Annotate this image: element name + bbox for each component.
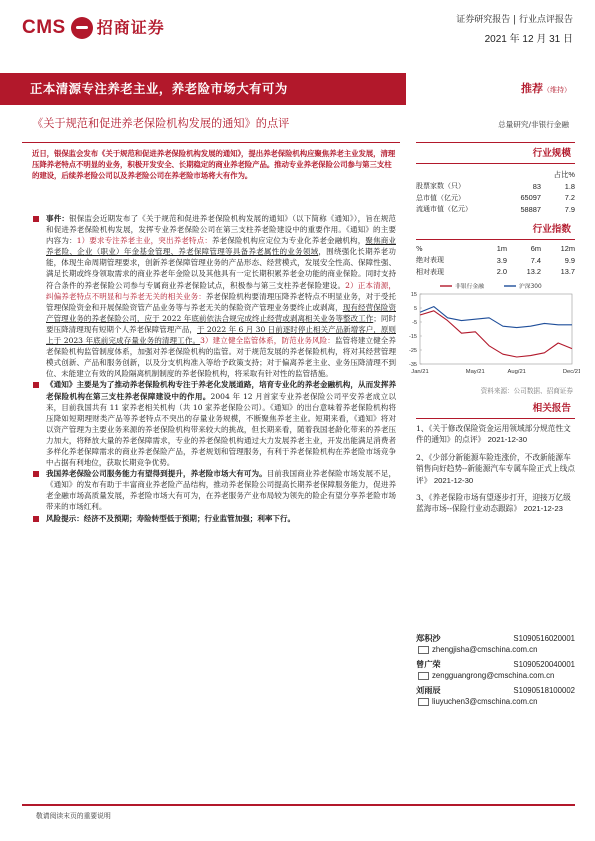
paragraph-lead: 风险提示：	[46, 513, 84, 523]
paragraph-text: 银保监会近期发布了《关于规范和促进养老保险机构发展的通知》（以下简称《通知》），旨在规范和促进养老保险机构发展，发挥专业养老保险公司在第三支柱养老险建设中的重要作用。《通知》的主要内容为：	[46, 214, 396, 246]
related-heading	[416, 401, 575, 419]
scale-value: 83	[532, 181, 541, 191]
table-row	[416, 266, 575, 278]
analyst-row	[416, 632, 575, 644]
analyst-email-text: zengguangrong@cmschina.com.cn	[432, 671, 555, 680]
analyst-email[interactable]	[416, 696, 575, 708]
paragraph-text: ，围绕强化长期养老功能，体现生命周期管理要求，创新养老保障管理业务的产品形态、经营模式，发展安全性高、保障性强、满足长期或终身领取需求的商业养老年金险以及其他具有一定长期积累养老金功能的商业保险。同时支持符合条件的养老保险公司参与专属商业养老保险试点，积极参与第三支柱养老保险建设。	[46, 247, 396, 290]
table-row	[416, 192, 575, 204]
analyst-category: 总量研究/非银行金融	[498, 120, 569, 129]
paragraph-text: 经济不及预期；寿险转型低于预期；行业监管加强；利率下行。	[83, 513, 296, 523]
scale-label: 总市值（亿元）	[416, 193, 465, 202]
paragraph-event	[32, 213, 396, 379]
logo-badge-icon	[71, 17, 93, 39]
index-value: 3.9	[496, 255, 507, 265]
y-tick-label: 15	[410, 292, 417, 298]
y-tick-label: -15	[409, 334, 417, 340]
related-date: 2021-12-23	[523, 504, 563, 514]
analyst-email[interactable]	[416, 644, 575, 656]
paragraph-text: 2004 年 12 月首家专业养老保险公司平安养老成立以来，目前我国共有 11 家养老相关机构（共 10 家养老保险公司）。《通知》的出台意味着养老保险机构将压降如短期理财类产品等养老特点不突出的存量业务规模，不断聚焦养老主业。短期来看，《通知》将对以资产管理为主要业务来源的养老保险机构带来较大的挑战，但长期来看，随着我国老龄化带来的养老压力加大，将释放大量的养老保障需求，专业的养老保险机构通过大力发展养老主业，开发出能满足消费者多样化养老保障需求的商业养老保险产品，养老规划和管理服务，有利于养老保险机构在养老险市场竞争中占据有利地位，获取长期竞争优势。	[46, 391, 396, 468]
related-reports	[416, 423, 575, 521]
legend-label: 非银行金融	[455, 284, 484, 290]
related-heading-text: 相关报告	[532, 403, 571, 414]
paragraph-text: 养老保险机构要清理压降养老特点不明显业务，对于受托管理保险资金和开展保险资管产品业务等与养老无关的保险资产管理业务要终止或剥离，	[46, 291, 396, 312]
analyst-id: S1090518100002	[513, 686, 575, 695]
series-line	[420, 311, 572, 357]
chart-source: 资料来源：公司数据、招商证券	[480, 387, 573, 395]
related-date: 2021-12-30	[433, 475, 474, 485]
scale-heading	[416, 146, 575, 164]
index-header-row	[416, 243, 575, 255]
index-table	[416, 243, 575, 278]
analyst-name: 郑积沙	[416, 633, 441, 643]
paragraph-lead: 我国养老保险公司服务能力有望得到提升，养老险市场大有可为。	[46, 469, 267, 479]
x-tick-label: Dec/21	[562, 369, 580, 375]
scale-pct: 7.9	[564, 204, 575, 214]
x-tick-label: May/21	[465, 369, 485, 375]
underlined-text: 聚焦商业养老险、企业（职业）年金基金管理、养老保障管理等具备养老属性的业务领域	[46, 236, 396, 257]
analyst-id: S1090520040001	[513, 660, 575, 669]
index-label: 绝对表现	[416, 256, 444, 264]
index-value: 13.2	[526, 267, 541, 277]
analyst-email-text: zhengjisha@cmschina.com.cn	[432, 645, 538, 654]
underlined-text: 现有经营保险资产管理业务的养老保险公司，应于 2022 年底前依法合规完成终止经营或剥离相关业务等整改工作	[46, 302, 396, 323]
paragraph-lead: 《通知》主要是为了推动养老保险机构专注于养老化发展道路，培育专业化的养老金融机构，从而发挥养老保险机构在第三支柱养老保障建设中的作用。	[46, 380, 396, 401]
highlight-text: 2）正本清源，纠偏养老特点不明显和与养老无关的相关业务：	[46, 280, 396, 301]
scale-pct: 1.8	[564, 181, 575, 191]
scale-pct: 7.2	[564, 193, 575, 203]
index-value: 2.0	[496, 267, 507, 277]
paragraph-text: 养老保险机构应定位为专业化养老金融机构，	[212, 236, 366, 246]
paragraph-risk	[32, 513, 396, 524]
related-num: 3、	[416, 492, 429, 502]
analyst-email-text: liuyuchen3@cmschina.com.cn	[432, 697, 538, 706]
scale-header-row	[416, 169, 575, 181]
paragraph-text: 目前我国商业养老保险市场发展不足，《通知》的发布有助于丰富商业养老险产品结构，推动养老保险公司提高长期养老保障服务能力，促进养老金融市场高质量发展，养老险市场大有可为，在养老服务产业布局较为领先的险企有望分享养老险市场带来的市场红利。	[46, 469, 396, 512]
related-title: 《关于修改保险资金运用领域部分规范性文件的通知》的点评》	[416, 424, 571, 445]
highlight-text: 1）要求专注养老主业，突出养老特点：	[76, 236, 212, 246]
paragraph-lead: 事件：	[46, 214, 70, 223]
scale-heading-text: 行业规模	[532, 148, 571, 159]
paragraph-text: ；同时要压降清理现有短期个人养老保障管理产品，	[46, 313, 396, 334]
x-tick-label: Jan/21	[411, 369, 429, 375]
logo-cn-text: 招商证券	[96, 18, 165, 37]
list-item[interactable]	[416, 423, 575, 446]
rating-label: 推荐	[521, 82, 543, 95]
scale-value: 58887	[520, 204, 541, 214]
related-title: 《少部分新能源车险连涨价，不改新能源车销售向好趋势--新能源汽车专属车险正式上线点评》	[416, 452, 575, 485]
divider-left	[22, 142, 400, 143]
logo-cms-text: CMS	[22, 16, 66, 38]
analyst-email[interactable]	[416, 670, 575, 682]
report-subtitle: 《关于规范和促进养老保险机构发展的通知》的点评	[32, 117, 290, 130]
analyst-name: 曾广荣	[416, 659, 441, 669]
footer-rule	[22, 804, 575, 806]
index-col-header: 12m	[560, 244, 575, 254]
y-tick-label: -5	[412, 320, 417, 326]
table-row	[416, 204, 575, 216]
scale-label: 流通市值（亿元）	[416, 205, 472, 213]
y-tick-label: -25	[409, 348, 417, 354]
analyst-name: 刘雨辰	[416, 685, 441, 695]
footer-note: 敬请阅读末页的重要说明	[36, 812, 111, 820]
rating-box	[406, 73, 595, 105]
report-title: 正本清源专注养老主业，养老险市场大有可为	[30, 81, 288, 96]
index-chart	[400, 280, 580, 382]
analyst-list	[416, 632, 575, 710]
legend-label: 沪深300	[519, 284, 542, 290]
index-value: 13.7	[560, 267, 575, 277]
related-title: 《养老保险市场有望逐步打开，迎接万亿级蓝海市场--保险行业动态跟踪》	[416, 492, 571, 514]
related-date: 2021-12-30	[487, 435, 527, 445]
paragraph-text: 监管将建立健全养老保险机构监管制度体系，加强对养老保险机构的监管。对于规范发展的养老保险机构，将对其经营管理模式创新、产品和服务创新，以及分支机构准入等给予政策支持；对于偏离养老主业、业务压降清理不到位、未能建立有效的风险隔离机制制度的养老保险机构，将采取有针对性的监管措施。	[46, 336, 396, 379]
related-num: 1、	[416, 424, 429, 433]
plot-frame	[420, 294, 572, 364]
y-tick-label: -35	[409, 362, 417, 368]
index-value: 7.4	[530, 255, 541, 265]
paragraph-notice	[32, 379, 396, 468]
scale-value: 65097	[520, 193, 541, 203]
highlight-text: 3）建立健全监管体系，防范业务风险：	[200, 336, 335, 346]
table-row	[416, 181, 575, 193]
related-num: 2、	[416, 452, 429, 462]
index-col-header: 1m	[496, 244, 507, 254]
scale-label: 股票家数（只）	[416, 182, 465, 190]
scale-table	[416, 169, 575, 215]
index-col-header: 6m	[530, 244, 541, 254]
rating	[521, 81, 571, 98]
underlined-text: 于 2022 年 6 月 30 日前逐时停止相关产品新增客户，原则上于 2023 年底前完成存量业务的清理工作。	[46, 324, 396, 346]
index-chart-svg	[400, 280, 580, 382]
rating-detail: （维持）	[543, 86, 571, 94]
index-col-header: %	[416, 244, 423, 253]
summary-paragraph: 近日，银保监会发布《关于规范和促进养老保险机构发展的通知》，提出养老保险机构应聚焦养老主业发展，清理压降养老特点不明显的业务，积极开发安全、长期稳定的商业养老险产品。推动专业养老保险公司参与第三支柱的建设，后续养老险公司以及养老险公司在养老险市场将大有作为。	[32, 149, 396, 180]
title-band	[0, 73, 595, 105]
list-item[interactable]	[416, 452, 575, 486]
x-tick-label: Aug/21	[507, 369, 526, 375]
analyst-row	[416, 684, 575, 696]
table-row	[416, 255, 575, 267]
divider-right	[416, 142, 575, 143]
index-label: 相对表现	[416, 267, 444, 276]
y-tick-label: 5	[413, 306, 417, 312]
scale-unit-header: 占比%	[553, 170, 575, 180]
analyst-row	[416, 658, 575, 670]
index-value: 9.9	[564, 255, 575, 265]
company-logo	[22, 14, 165, 42]
paragraph-outlook	[32, 468, 396, 512]
index-heading-text: 行业指数	[532, 224, 571, 235]
body-content	[32, 213, 396, 524]
report-type: 证券研究报告 | 行业点评报告	[456, 15, 573, 25]
analyst-id: S1090516020001	[513, 634, 575, 643]
index-heading	[416, 222, 575, 240]
report-date: 2021 年 12 月 31 日	[484, 34, 573, 45]
list-item[interactable]	[416, 492, 575, 515]
